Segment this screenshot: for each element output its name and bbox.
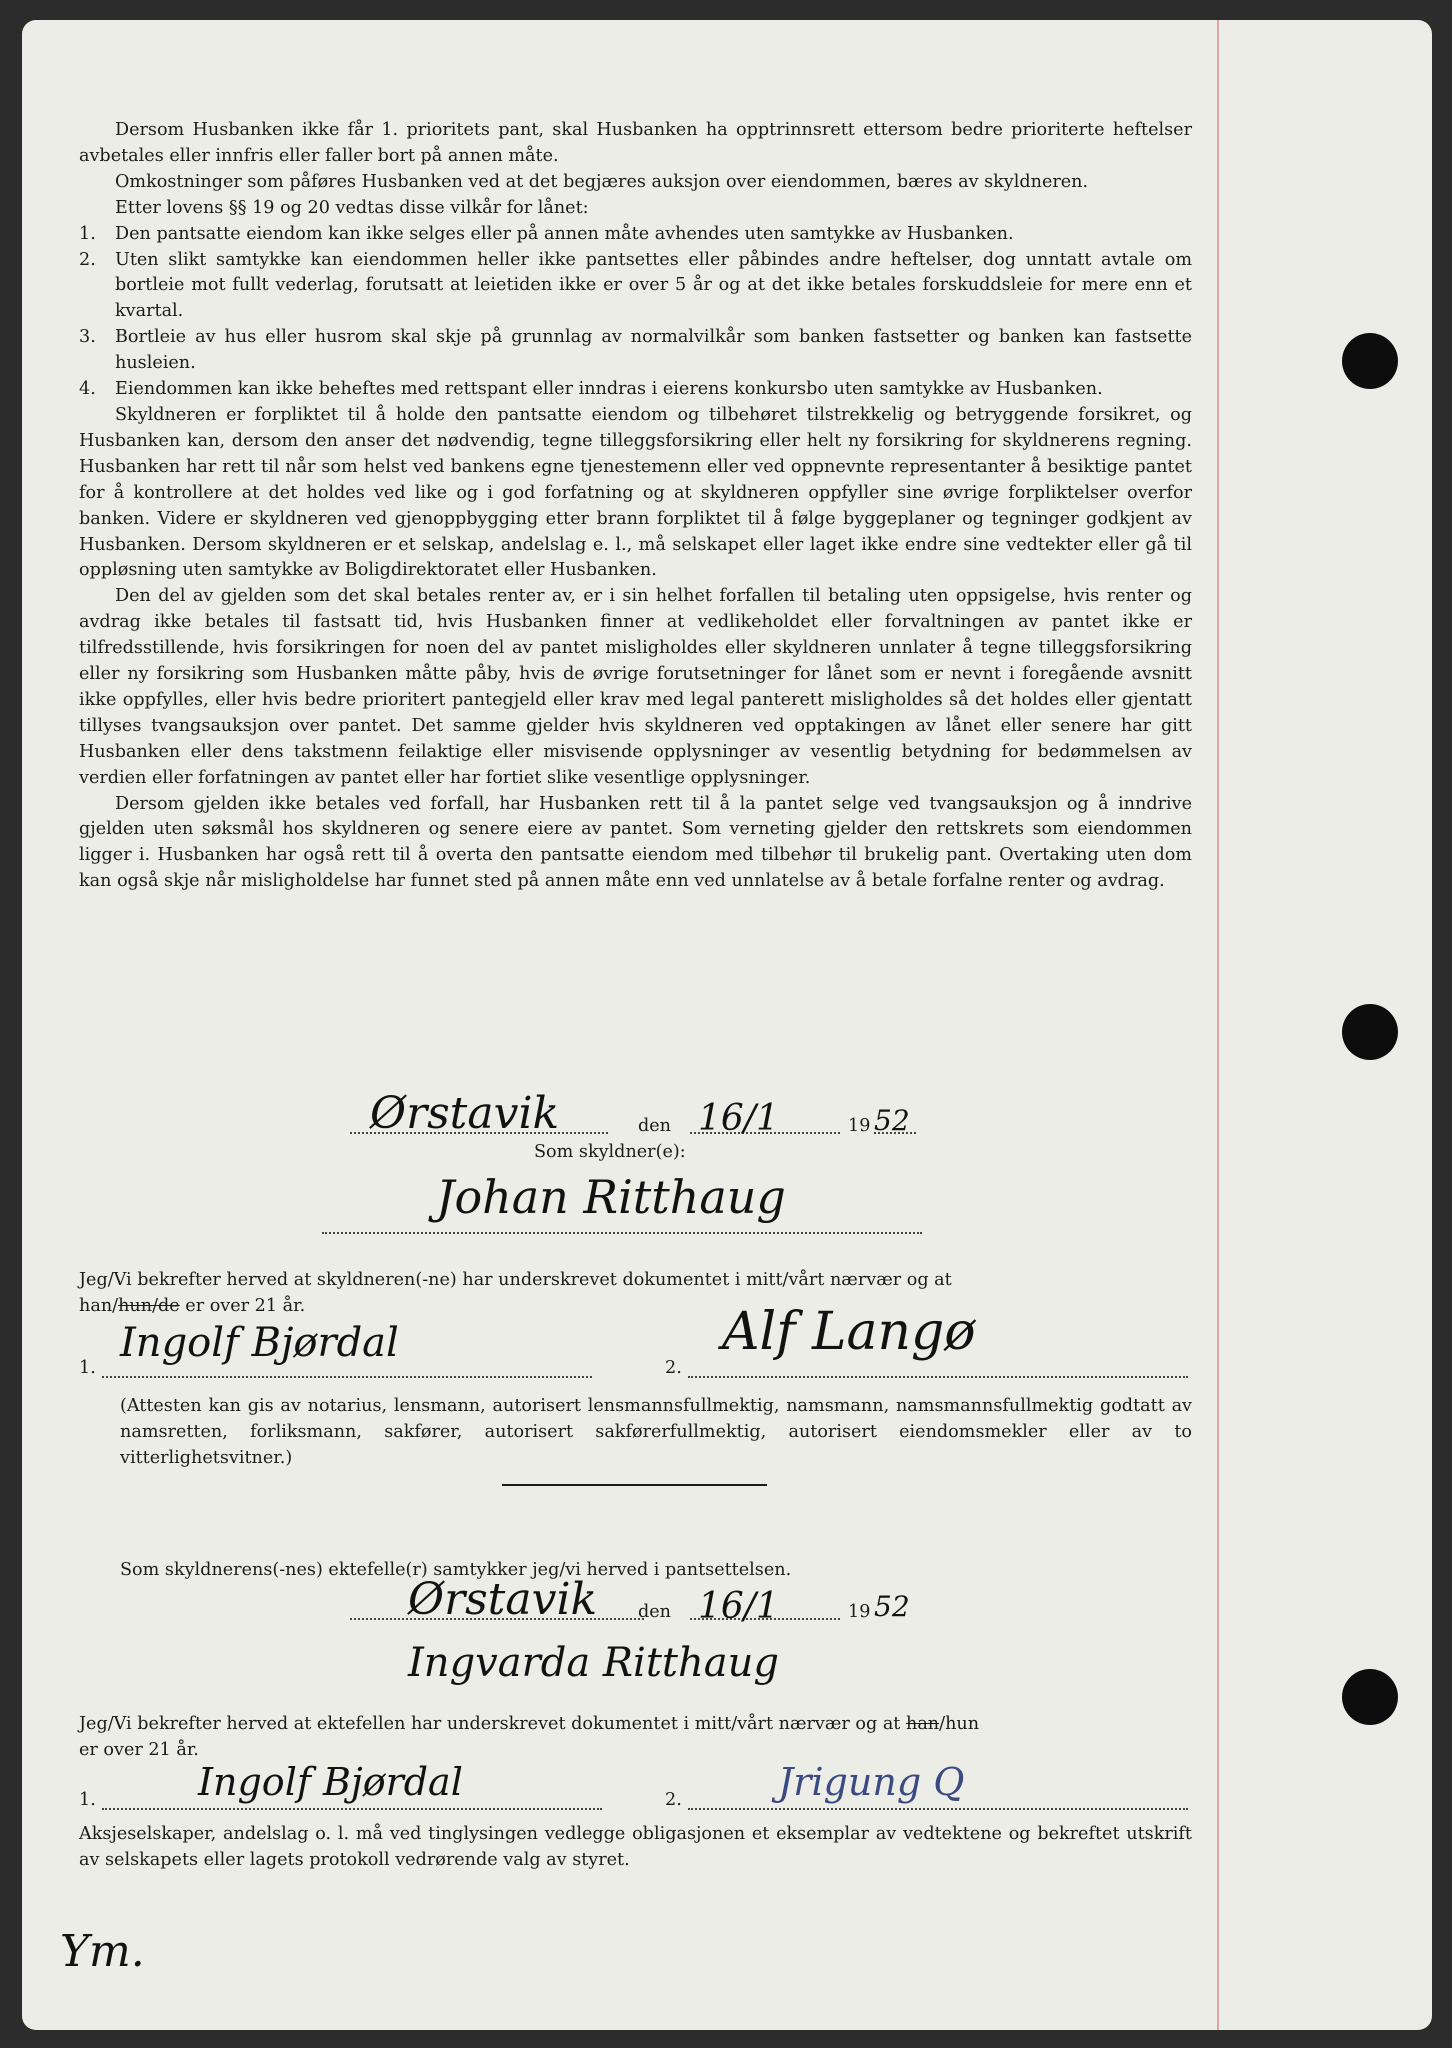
red-margin-line	[1217, 20, 1219, 2030]
paragraph-costs: Omkostninger som påføres Husbanken ved at det begjæres auksjon over eiendommen, bæres av skyldneren.	[115, 171, 1089, 192]
spouse-den-label: den	[638, 1602, 672, 1622]
footer-note: Aksjeselskaper, andelslag o. l. må ved tinglysingen vedlegge obligasjonen et eksemplar av vedtektene og bekreftet utskrift av selskapets eller lagets protokoll vedrørende valg av styret.	[79, 1824, 1192, 1870]
spouse-witness-2-number: 2.	[665, 1790, 682, 1810]
paragraph-conditions-intro: Etter lovens §§ 19 og 20 vedtas disse vilkår for lånet:	[115, 197, 589, 218]
paragraph-default: Den del av gjelden som det skal betales renter av, er i sin helhet forfallen til betaling uten oppsigelse, hvis renter og avdrag ikke betales til fastsatt tid, hvis Husbanken finner at vedlikeholdet eller forvaltningen av pantet ikke er tilfredsstillende, hvis forsikringen for noen del av pantet misligholdes eller skyldneren unnlater å tegne tilleggsforsikring eller ny forsikring som Husbanken måtte påby, hvis de øvrige forutsetninger for lånet som er nevnt i foregående avsnitt ikke oppfylles, eller hvis bedre prioritert pantegjeld eller krav med legal panterett misligholdes så det holdes eller gjentatt tillyses tvangsauksjon over pantet. Det samme gjelder hvis skyldneren ved opptakingen av lånet eller senere har gitt Husbanken eller dens takstmenn feilaktige eller misvisende opplysninger av vesentlig betydning for bedømmelsen av verdien eller forfatningen av pantet eller har fortiet slike vesentlige opplysninger.	[79, 586, 1192, 788]
attestation-note: (Attesten kan gis av notarius, lensmann, autorisert lensmannsfullmektig, namsmann, namsmannsfullmektig godtatt av namsretten, forliksmann, sakfører, autorisert sakførerfullmektig, autorisert eiendomsmekler eller av to vitterlighetsvitner.)	[120, 1396, 1192, 1468]
witness-1-number: 1.	[79, 1358, 96, 1378]
condition-item: 3. Bortleie av hus eller husrom skal skje på grunnlag av normalvilkår som banken fastsetter og banken kan fastsette husleien.	[79, 327, 1192, 374]
witness-2-line	[688, 1376, 1188, 1378]
spouse-witness-1-signature: Ingolf Bjørdal	[198, 1760, 463, 1804]
witness-1-line	[102, 1376, 592, 1378]
spouse-consent-text: Som skyldnerens(-nes) ektefelle(r) samtykker jeg/vi herved i pantsettelsen.	[120, 1560, 792, 1580]
spouse-date-handwriting: 16/1	[698, 1586, 779, 1627]
condition-item: 4. Eiendommen kan ikke beheftes med rettspant eller inndras i eierens konkursbo uten samtykke av Husbanken.	[79, 379, 1103, 400]
debtor-label: Som skyldner(e):	[534, 1142, 686, 1162]
margin-initials: Ym.	[60, 1926, 145, 1977]
year-dotted-line	[874, 1132, 916, 1134]
witness-2-number: 2.	[665, 1358, 682, 1378]
condition-item: 2. Uten slikt samtykke kan eiendommen heller ikke pantsettes eller påbindes andre heftelser, dog unntatt avtale om bortleie mot fullt vederlag, forutsatt at leietiden ikke er over 5 år og at det ikke betales forskuddsleie for mere enn et kvartal.	[79, 249, 1192, 322]
debtor-signature: Johan Ritthaug	[436, 1170, 786, 1224]
spouse-year-prefix: 19	[848, 1602, 871, 1622]
spouse-year-handwriting: 52	[874, 1590, 910, 1623]
spouse-signature: Ingvarda Ritthaug	[408, 1640, 779, 1686]
punch-hole-bottom	[1342, 1669, 1398, 1725]
witness-1-signature: Ingolf Bjørdal	[120, 1320, 399, 1366]
condition-item: 1. Den pantsatte eiendom kan ikke selges eller på annen måte avhendes uten samtykke av Husbanken.	[79, 223, 1014, 244]
paragraph-insurance: Skyldneren er forpliktet til å holde den pantsatte eiendom og tilbehøret tilstrekkelig og betryggende forsikret, og Husbanken kan, dersom den anser det nødvendig, tegne tilleggsforsikring eller helt ny forsikring for skyldnerens regning. Husbanken har rett til når som helst ved bankens egne tjenestemenn eller ved oppnevnte representanter å besiktige pantet for å kontrollere at det holdes ved like og i god forfatning og at skyldneren oppfyller sine øvrige forpliktelser overfor banken. Videre er skyldneren ved gjenoppbygging etter brann forpliktet til å følge byggeplaner og tegninger godkjent av Husbanken. Dersom skyldneren er et selskap, andelslag e. l., må selskapet eller laget ikke endre sine vedtekter eller gå til oppløsning uten samtykke av Boligdirektoratet eller Husbanken.	[79, 404, 1192, 581]
spouse-witness-2-signature: Jrigung Q	[778, 1760, 965, 1804]
punch-hole-top	[1342, 333, 1398, 389]
spouse-place-handwriting: Ørstavik	[408, 1574, 598, 1625]
den-label: den	[638, 1116, 672, 1136]
spouse-witness-1-line	[102, 1808, 602, 1810]
witness-2-signature: Alf Langø	[722, 1302, 976, 1362]
paragraph-priority: Dersom Husbanken ikke får 1. prioritets pant, skal Husbanken ha opptrinnsrett ettersom bedre prioriterte heftelser avbetales eller innfris eller faller bort på annen måte.	[79, 120, 1192, 166]
year-handwriting: 52	[874, 1104, 910, 1137]
spouse-witness-1-number: 1.	[79, 1790, 96, 1810]
debtor-signature-line	[322, 1232, 922, 1234]
terms-body	[79, 118, 1192, 895]
attestation-2-text: Jeg/Vi bekrefter herved at ektefellen har underskrevet dokumentet i mitt/vårt nærvær og at han/hun er over 21 år.	[79, 1714, 980, 1760]
document-page	[22, 20, 1432, 2030]
year-prefix: 19	[848, 1116, 871, 1136]
section-divider	[502, 1484, 767, 1486]
date-handwriting: 16/1	[698, 1098, 779, 1139]
spouse-witness-2-line	[688, 1808, 1188, 1810]
punch-hole-middle	[1342, 1004, 1398, 1060]
paragraph-enforcement: Dersom gjelden ikke betales ved forfall, har Husbanken rett til å la pantet selge ved tvangsauksjon og å inndrive gjelden uten søksmål hos skyldneren og senere eiere av pantet. Som verneting gjelder den rettskrets som eiendommen ligger i. Husbanken har også rett til å overta den pantsatte eiendom med tilbehør til brukelig pant. Overtaking uten dom kan også skje når misligholdelse har funnet sted på annen måte enn ved unnlatelse av å betale forfalne renter og avdrag.	[79, 793, 1192, 892]
place-handwriting: Ørstavik	[370, 1088, 560, 1139]
attestation-1-text: Jeg/Vi bekrefter herved at skyldneren(-ne) har underskrevet dokumentet i mitt/vårt nærvær og at han/hun/de er over 21 år.	[79, 1270, 952, 1316]
